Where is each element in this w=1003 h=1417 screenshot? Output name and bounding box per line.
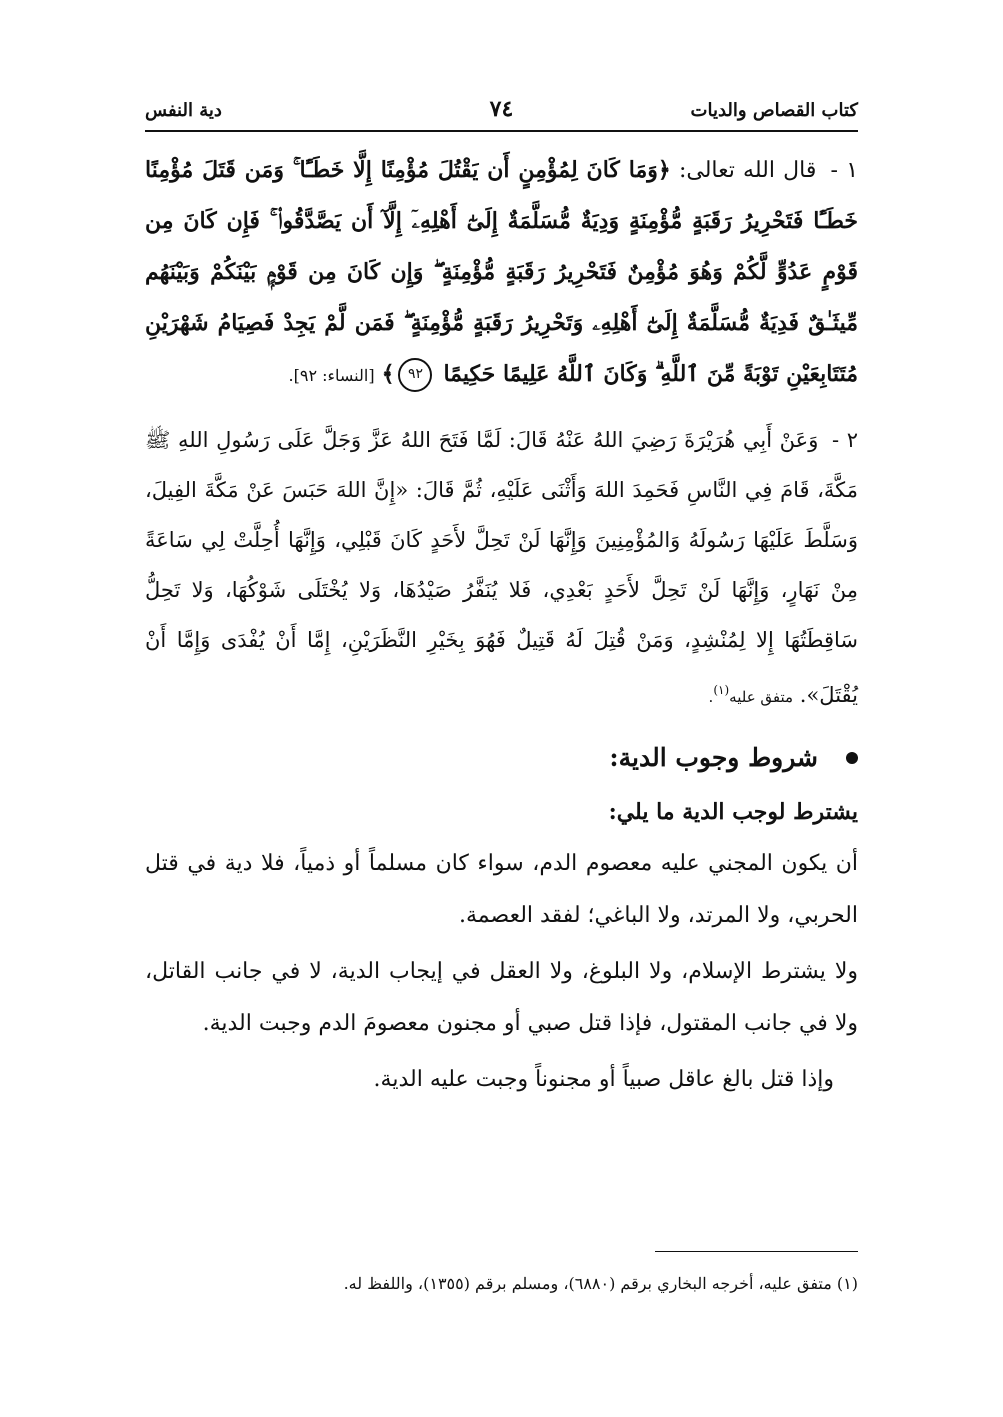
quran-text: ﴿وَمَا كَانَ لِمُؤْمِنٍ أَن يَقْتُلَ مُؤْمِنًا إِلَّا خَطَـًٔا ۚ وَمَن قَتَلَ مُؤْمِنًا خَطَـًٔا فَتَحْرِيرُ رَقَبَةٍ مُّؤْمِنَةٍ وَدِيَةٌ مُّسَلَّمَةٌ إِلَىٰٓ أَهْلِهِۦٓ إِلَّآ أَن يَصَّدَّقُوا۟ ۚ فَإِن كَانَ مِن قَوْمٍ عَدُوٍّ لَّكُمْ وَهُوَ مُؤْمِنٌ فَتَحْرِيرُ رَقَبَةٍ مُّؤْمِنَةٍ ۖ وَإِن كَانَ مِن قَوْمٍۭ بَيْنَكُمْ وَبَيْنَهُم مِّيثَـٰقٌ فَدِيَةٌ مُّسَلَّمَةٌ إِلَىٰٓ أَهْلِهِۦ وَتَحْرِيرُ رَقَبَةٍ مُّؤْمِنَةٍ ۖ فَمَن لَّمْ يَجِدْ فَصِيَامُ شَهْرَيْنِ مُتَتَابِعَيْنِ تَوْبَةً مِّنَ ٱللَّهِ ۗ وَكَانَ ٱللَّهُ عَلِيمًا حَكِيمًا <box>145 157 858 387</box>
hadith-grade: متفق عليه <box>729 688 794 706</box>
footnote-marker: (١) <box>713 683 730 697</box>
closing-brace: ﴾ <box>381 361 395 387</box>
section-subtitle: يشترط لوجب الدية ما يلي: <box>608 799 858 825</box>
paragraph: وإذا قتل بالغ عاقل صبياً أو مجنوناً وجبت عليه الدية. <box>373 1067 834 1092</box>
page-number: ٧٤ <box>489 96 514 122</box>
book-title: كتاب القصاص والديات <box>690 100 858 121</box>
paragraph: أن يكون المجني عليه معصوم الدم، سواء كان مسلماً أو ذمياً، فلا دية في قتل الحربي، ولا المرتد، ولا الباغي؛ لفقد العصمة. <box>145 851 858 928</box>
verse-intro: قال الله تعالى: <box>678 158 817 183</box>
footnote-rule <box>655 1251 858 1252</box>
bullet-icon <box>846 752 858 764</box>
section-title <box>145 736 858 780</box>
page-body <box>145 145 858 1106</box>
hadith-end: . <box>708 688 714 706</box>
item-number: ٢ - <box>831 428 858 452</box>
verse-reference: [النساء: ٩٢]. <box>288 366 375 385</box>
item-number: ١ - <box>830 158 859 183</box>
section-title-text: شروط وجوب الدية: <box>609 743 818 772</box>
item-hadith <box>145 415 858 722</box>
ayah-number-marker: ٩٢ <box>398 358 432 392</box>
hadith-text: وَعَنْ أَبِي هُرَيْرَةَ رَضِيَ اللهُ عَنْهُ قَالَ: لَمَّا فَتَحَ اللهُ عَزَّ وَجَلَّ عَلَى رَسُولِ اللهِ ﷺ مَكَّةَ، قَامَ فِي النَّاسِ فَحَمِدَ اللهَ وَأَثْنَى عَلَيْهِ، ثُمَّ قَالَ: «إِنَّ اللهَ حَبَسَ عَنْ مَكَّةَ الفِيلَ، وَسَلَّطَ عَلَيْهَا رَسُولَهُ وَالمُؤْمِنِينَ وَإِنَّهَا لَنْ تَحِلَّ لأَحَدٍ كَانَ قَبْلِي، وَإِنَّهَا أُحِلَّتْ لِي سَاعَةً مِنْ نَهَارٍ، وَإِنَّهَا لَنْ تَحِلَّ لأَحَدٍ بَعْدِي، فَلا يُنَفَّرُ صَيْدُهَا، وَلا يُخْتَلَى شَوْكُهَا، وَلا تَحِلُّ سَاقِطَتُهَا إِلا لِمُنْشِدٍ، وَمَنْ قُتِلَ لَهُ قَتِيلٌ فَهُوَ بِخَيْرِ النَّظَرَيْنِ، إِمَّا أَنْ يُفْدَى وَإِمَّا أَنْ يُقْتَلَ». <box>145 428 858 707</box>
item-quran-verse <box>145 145 858 401</box>
header-rule <box>145 130 858 132</box>
chapter-title: دية النفس <box>145 100 222 121</box>
footnote: (١) متفق عليه، أخرجه البخاري برقم (٦٨٨٠)، ومسلم برقم (١٣٥٥)، واللفظ له. <box>343 1274 858 1293</box>
page-header <box>145 96 858 132</box>
paragraph: ولا يشترط الإسلام، ولا البلوغ، ولا العقل في إيجاب الدية، لا في جانب القاتل، ولا في جانب المقتول، فإذا قتل صبي أو مجنون معصومَ الدم وجبت الدية. <box>145 959 858 1036</box>
